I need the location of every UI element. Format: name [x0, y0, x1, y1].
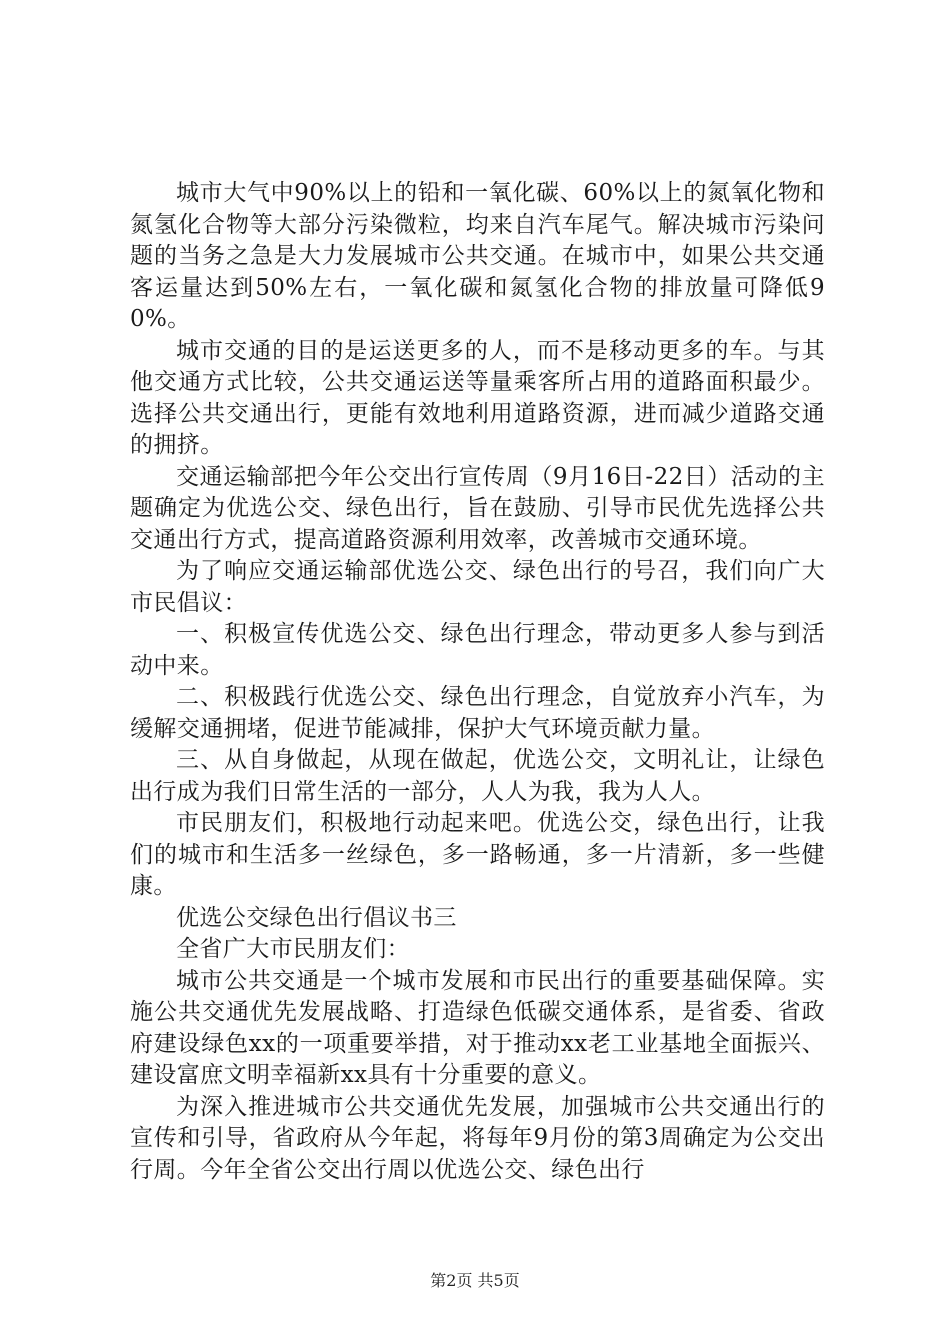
paragraph-1: 城市大气中90%以上的铅和一氧化碳、60%以上的氮氧化物和氮氢化合物等大部分污染微粒，均来自汽车尾气。解决城市污染问题的当务之急是大力发展城市公共交通。在城市中，如果公共交通客运量达到50%左右，一氧化碳和氮氢化合物的排放量可降低90%。 [130, 180, 825, 332]
salutation: 全省广大市民朋友们： [176, 936, 410, 962]
paragraph-3: 交通运输部把今年公交出行宣传周（9月16日-22日）活动的主题确定为优选公交、绿色出行，旨在鼓励、引导市民优先选择公共交通出行方式，提高道路资源利用效率，改善城市交通环境。 [130, 463, 825, 553]
page-number-footer: 第2页 共5页 [430, 1271, 520, 1290]
paragraph-2: 城市交通的目的是运送更多的人，而不是移动更多的车。与其他交通方式比较，公共交通运送等量乘客所占用的道路面积最少。选择公共交通出行，更能有效地利用道路资源，进而减少道路交通的拥挤。 [130, 337, 825, 458]
paragraph-6: 二、积极践行优选公交、绿色出行理念，自觉放弃小汽车，为缓解交通拥堵，促进节能减排，保护大气环境贡献力量。 [130, 684, 825, 742]
document-body [130, 178, 825, 1186]
paragraph-10: 为深入推进城市公共交通优先发展，加强城市公共交通出行的宣传和引导，省政府从今年起，将每年9月份的第3周确定为公交出行周。今年全省公交出行周以优选公交、绿色出行 [130, 1093, 825, 1183]
paragraph-7: 三、从自身做起，从现在做起，优选公交，文明礼让，让绿色出行成为我们日常生活的一部分，人人为我，我为人人。 [130, 747, 825, 805]
paragraph-8: 市民朋友们，积极地行动起来吧。优选公交，绿色出行，让我们的城市和生活多一丝绿色，多一路畅通，多一片清新，多一些健康。 [130, 810, 825, 899]
paragraph-5: 一、积极宣传优选公交、绿色出行理念，带动更多人参与到活动中来。 [130, 621, 825, 679]
paragraph-9: 城市公共交通是一个城市发展和市民出行的重要基础保障。实施公共交通优先发展战略、打造绿色低碳交通体系，是省委、省政府建设绿色xx的一项重要举措，对于推动xx老工业基地全面振兴、建设富庶文明幸福新xx具有十分重要的意义。 [130, 967, 825, 1088]
paragraph-4: 为了响应交通运输部优选公交、绿色出行的号召，我们向广大市民倡议： [130, 558, 825, 616]
section-title: 优选公交绿色出行倡议书三 [176, 904, 457, 931]
